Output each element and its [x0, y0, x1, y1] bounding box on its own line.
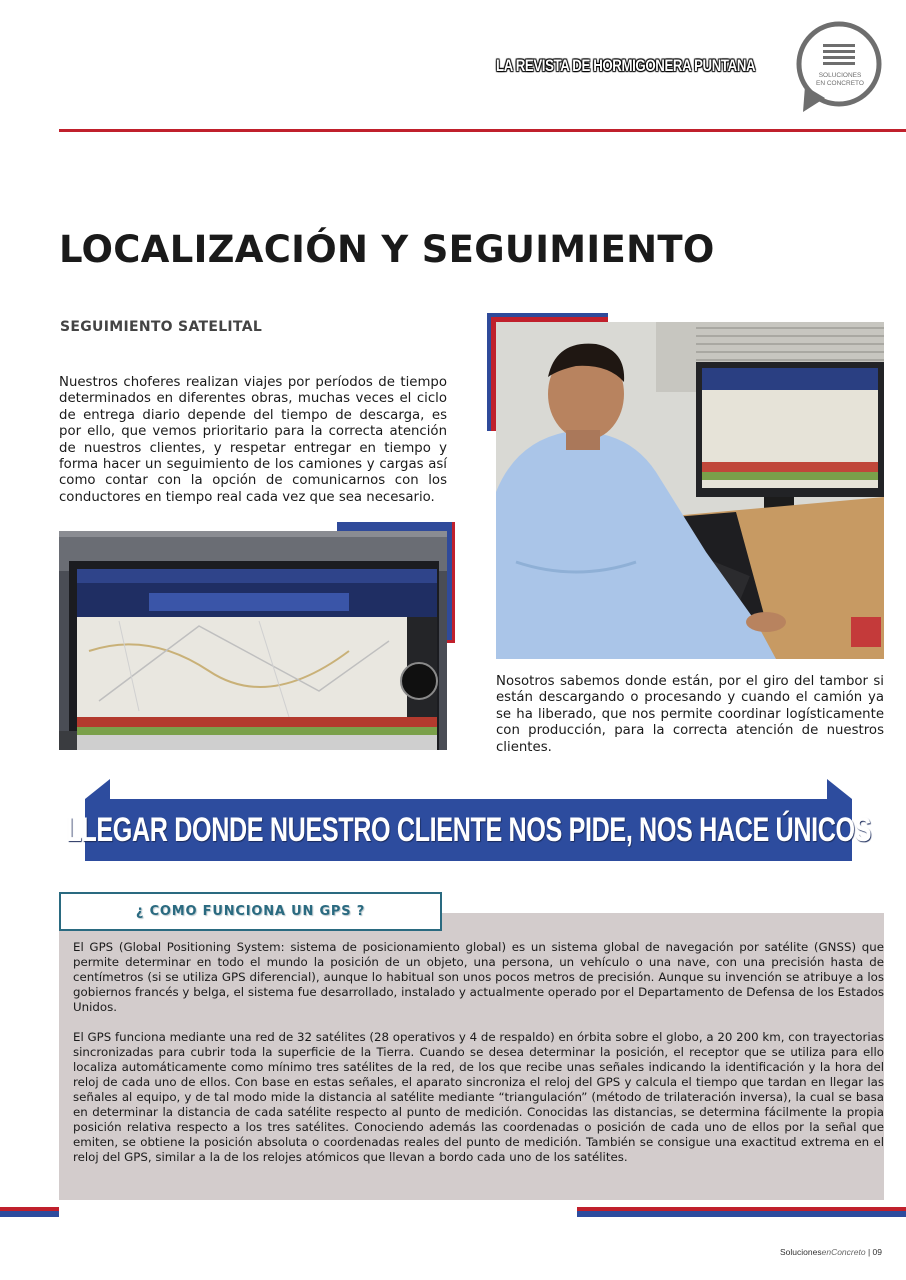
- intro-paragraph: Nuestros choferes realizan viajes por períodos de tiempo determinados en diferentes obras, muchas veces el ciclo de entrega diario depende del tiempo de descarga, es por ello, que vemos prioritario para la correcta atención de nuestros clientes, y respetar entregar en tiempo y forma hacer un seguimiento de los camiones y cargas así como contar con la opción de comunicarnos con los conductores en tiempo real cada vez que sea necesario.: [59, 375, 447, 505]
- slogan-text: LLEGAR DONDE NUESTRO CLIENTE NOS PIDE, NOS HACE ÚNICOS: [66, 810, 871, 849]
- banner-fold-left: [85, 779, 110, 799]
- banner-fold-right: [827, 779, 852, 799]
- gps-heading: ¿ COMO FUNCIONA UN GPS ?: [135, 904, 366, 919]
- caption-paragraph: Nosotros sabemos donde están, por el giro del tambor si están descargando o procesando y cuando el camión ya se ha liberado, que nos permite coordinar logísticamente con producción, para la correcta atención de nuestros clientes.: [496, 674, 884, 755]
- page-number: 09: [872, 1247, 882, 1257]
- footer-text: [780, 1247, 882, 1257]
- section-subtitle: SEGUIMIENTO SATELITAL: [60, 319, 263, 335]
- footer-separator: |: [867, 1247, 871, 1257]
- page-title: LOCALIZACIÓN Y SEGUIMIENTO: [59, 228, 715, 271]
- operator-photo: [496, 322, 884, 659]
- header-rule: [59, 129, 906, 132]
- slogan-banner: [66, 799, 871, 861]
- gps-heading-box: [59, 892, 442, 931]
- gps-paragraph-1: El GPS (Global Positioning System: sistema de posicionamiento global) es un sistema global de navegación por satélite (GNSS) que permite determinar en todo el mundo la posición de un objeto, una persona, un vehículo o una nave, con una precisión hasta de centímetros (si se utiliza GPS diferencial), aunque lo habitual son unos pocos metros de precisión. Aunque su invención se atribuye a los gobiernos francés y belga, el sistema fue desarrollado, instalado y actualmente operado por el Departamento de Defensa de los Estados Unidos.: [73, 940, 884, 1014]
- footer-brand-b: enConcreto: [821, 1247, 866, 1257]
- gps-paragraph-2: El GPS funciona mediante una red de 32 satélites (28 operativos y 4 de respaldo) en órbita sobre el globo, a 20 200 km, con trayectorias sincronizadas para cubrir toda la superficie de la Tierra. Cuando se desea determinar la posición, el receptor que se utiliza para ello localiza automáticamente como mínimo tres satélites de la red, de los que recibe unas señales indicando la identificación y la hora del reloj de cada uno de ellos. Con base en estas señales, el aparato sincroniza el reloj del GPS y calcula el tiempo que tardan en llegar las señales al equipo, y de tal modo mide la distancia al satélite mediante “triangulación” (método de trilateración inversa), la cual se basa en determinar la distancia de cada satélite respecto al punto de medición. Conocidas las distancias, se determina fácilmente la propia posición relativa respecto a los tres satélites. Conociendo además las coordenadas o posición de cada uno de ellos por la señal que emiten, se obtiene la posición absoluta o coordenadas reales del punto de medición. También se consigue una exactitud extrema en el reloj del GPS, similar a la de los relojes atómicos que llevan a bordo cada uno de los satélites.: [73, 1030, 884, 1164]
- footer-bar-left: [0, 1207, 59, 1217]
- logo-text-1: SOLUCIONES: [818, 72, 862, 79]
- magazine-name: LA REVISTA DE HORMIGONERA PUNTANA: [496, 56, 756, 75]
- footer-brand-a: Soluciones: [780, 1247, 822, 1257]
- soluciones-logo: [795, 20, 885, 112]
- tracking-monitor-photo: [59, 531, 447, 750]
- footer-bar-right: [577, 1207, 906, 1217]
- logo-text-2: EN CONCRETO: [816, 80, 864, 87]
